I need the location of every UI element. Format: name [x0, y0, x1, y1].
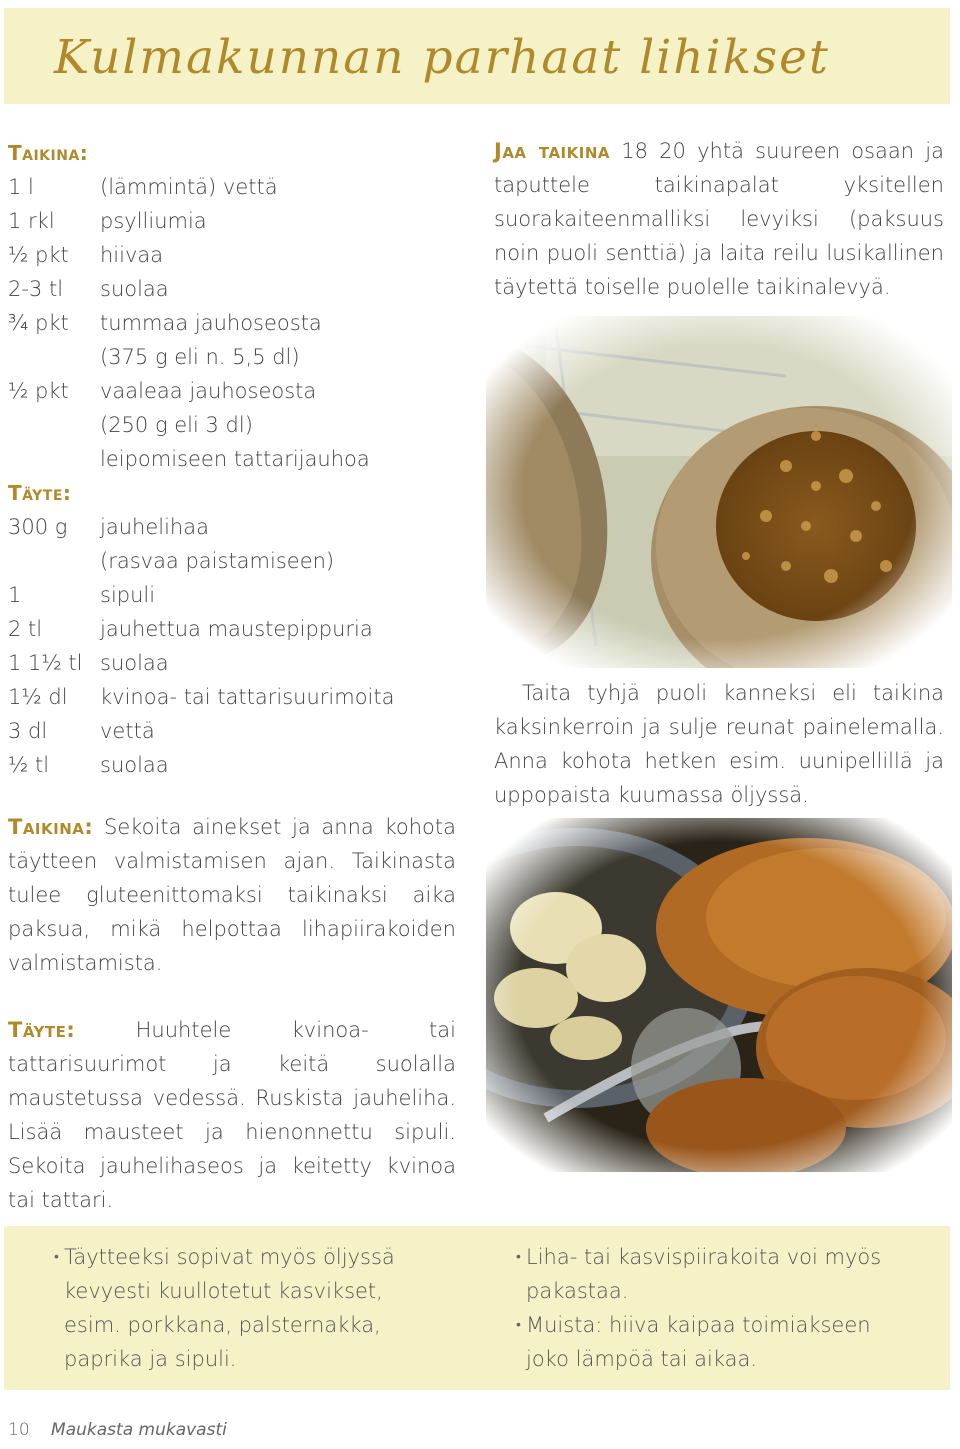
photo-filling-on-dough: [486, 316, 952, 668]
taikina-ingredient-row: [8, 170, 478, 204]
taikina-ingredient-row: [8, 238, 478, 272]
jaa-instructions: [494, 134, 944, 304]
page-footer: [8, 1420, 227, 1440]
tayte-ingredients: [8, 510, 478, 782]
ingredient-name: jauhettua maustepippuria: [100, 617, 373, 641]
tips-list-left: [34, 1240, 434, 1376]
ingredient-quantity: 1 rkl: [8, 209, 55, 233]
taikina-ingredient-row: [8, 340, 478, 374]
ingredient-quantity: [8, 340, 100, 374]
taita-instructions-text: Taita tyhjä puoli kanneksi eli taikina kaksinkerroin ja sulje reunat painelemalla. Anna kohota hetken esim. uunipellillä ja uppopaista kuumassa öljyssä.: [494, 681, 944, 807]
tayte-ingredient-row: [8, 714, 478, 748]
tips-panel: [4, 1226, 950, 1390]
ingredient-quantity: ½ pkt: [8, 243, 69, 267]
taita-instructions: [494, 676, 944, 812]
ingredient-quantity: 1 1½ tl: [8, 651, 83, 675]
tip-item: • Täytteeksi sopivat myös öljyssä kevyesti kuullotetut kasvikset, esim. porkkana, palsternakka, paprika ja sipuli.: [34, 1240, 434, 1376]
ingredient-quantity: 3 dl: [8, 719, 48, 743]
ingredient-quantity: 1 l: [8, 175, 34, 199]
ingredient-name: (250 g eli 3 dl): [100, 413, 253, 437]
tip-item: • Muista: hiiva kaipaa toimiakseen joko lämpöä tai aikaa.: [496, 1308, 916, 1376]
taikina-ingredient-row: [8, 442, 478, 476]
tayte-ingredient-row: [8, 680, 478, 714]
ingredient-name: psylliumia: [100, 209, 207, 233]
tayte-ingredient-row: [8, 544, 478, 578]
page-number: 10: [8, 1420, 30, 1440]
title-banner: [4, 8, 950, 104]
ingredient-quantity: [8, 442, 100, 476]
ingredient-quantity: 2-3 tl: [8, 277, 64, 301]
page-title: Kulmakunnan parhaat lihikset: [54, 30, 830, 85]
ingredient-name: jauhelihaa: [100, 515, 209, 539]
taikina-ingredient-row: [8, 204, 478, 238]
ingredient-name: sipuli: [100, 583, 156, 607]
ingredient-list: [8, 136, 478, 782]
ingredient-name: vaaleaa jauhoseosta: [100, 379, 317, 403]
tayte-ingredient-row: [8, 646, 478, 680]
ingredient-quantity: [8, 408, 100, 442]
ingredient-name: leipomiseen tattarijauhoa: [100, 447, 370, 471]
taikina-ingredient-row: [8, 408, 478, 442]
tayte-heading: Täyte:: [8, 481, 72, 505]
tips-list-right: [496, 1240, 916, 1376]
ingredient-name: suolaa: [100, 277, 169, 301]
tayte-instructions-label: Täyte:: [8, 1018, 76, 1042]
ingredient-quantity: 1½ dl: [8, 685, 68, 709]
jaa-instructions-label: Jaa taikina: [494, 139, 611, 163]
tayte-ingredient-row: [8, 612, 478, 646]
taikina-ingredient-row: [8, 272, 478, 306]
photo-fried-pies: [486, 818, 952, 1172]
ingredient-name: (rasvaa paistamiseen): [100, 549, 335, 573]
ingredient-quantity: ¾ pkt: [8, 311, 69, 335]
ingredient-name: suolaa: [100, 651, 169, 675]
ingredient-name: (375 g eli n. 5,5 dl): [100, 345, 300, 369]
tayte-ingredient-row: [8, 578, 478, 612]
ingredient-name: kvinoa- tai tattarisuurimoita: [100, 685, 395, 709]
taikina-instructions: [8, 810, 456, 980]
ingredient-quantity: ½ pkt: [8, 379, 69, 403]
ingredient-name: tummaa jauhoseosta: [100, 311, 322, 335]
ingredient-name: suolaa: [100, 753, 169, 777]
taikina-ingredient-row: [8, 306, 478, 340]
ingredient-quantity: [8, 544, 100, 578]
taikina-instructions-text: Sekoita ainekset ja anna kohota täytteen valmistamisen ajan. Taikinasta tulee gluteenittomaksi taikinaksi aika paksua, mikä helpottaa lihapiirakoiden valmistamista.: [8, 815, 456, 975]
ingredient-name: vettä: [100, 719, 155, 743]
ingredient-quantity: 2 tl: [8, 617, 43, 641]
taikina-ingredient-row: [8, 374, 478, 408]
tayte-instructions: [8, 1013, 456, 1217]
taikina-ingredients: [8, 170, 478, 476]
tayte-ingredient-row: [8, 748, 478, 782]
taikina-heading: Taikina:: [8, 141, 89, 165]
tayte-ingredient-row: [8, 510, 478, 544]
ingredient-name: (lämmintä) vettä: [100, 175, 278, 199]
jaa-instructions-text: 18 20 yhtä suureen osaan ja taputtele taikinapalat yksitellen suorakaiteenmalliksi levyiksi (paksuus noin puoli senttiä) ja laita reilu lusikallinen täytettä toiselle puolelle taikinalevyä.: [494, 139, 944, 299]
ingredient-quantity: 300 g: [8, 515, 68, 539]
ingredient-quantity: ½ tl: [8, 753, 50, 777]
taikina-instructions-label: Taikina:: [8, 815, 94, 839]
ingredient-quantity: 1: [8, 583, 22, 607]
publication-name: Maukasta mukavasti: [51, 1420, 227, 1440]
ingredient-name: hiivaa: [100, 243, 164, 267]
tip-item: • Liha- tai kasvispiirakoita voi myös pakastaa.: [496, 1240, 916, 1308]
tayte-instructions-text: Huuhtele kvinoa- tai tattarisuurimot ja keitä suolalla maustetussa vedessä. Ruskista jauheliha. Lisää mausteet ja hienonnettu sipuli. Sekoita jauhelihaseos ja keitetty kvinoa tai tattari.: [8, 1018, 456, 1212]
